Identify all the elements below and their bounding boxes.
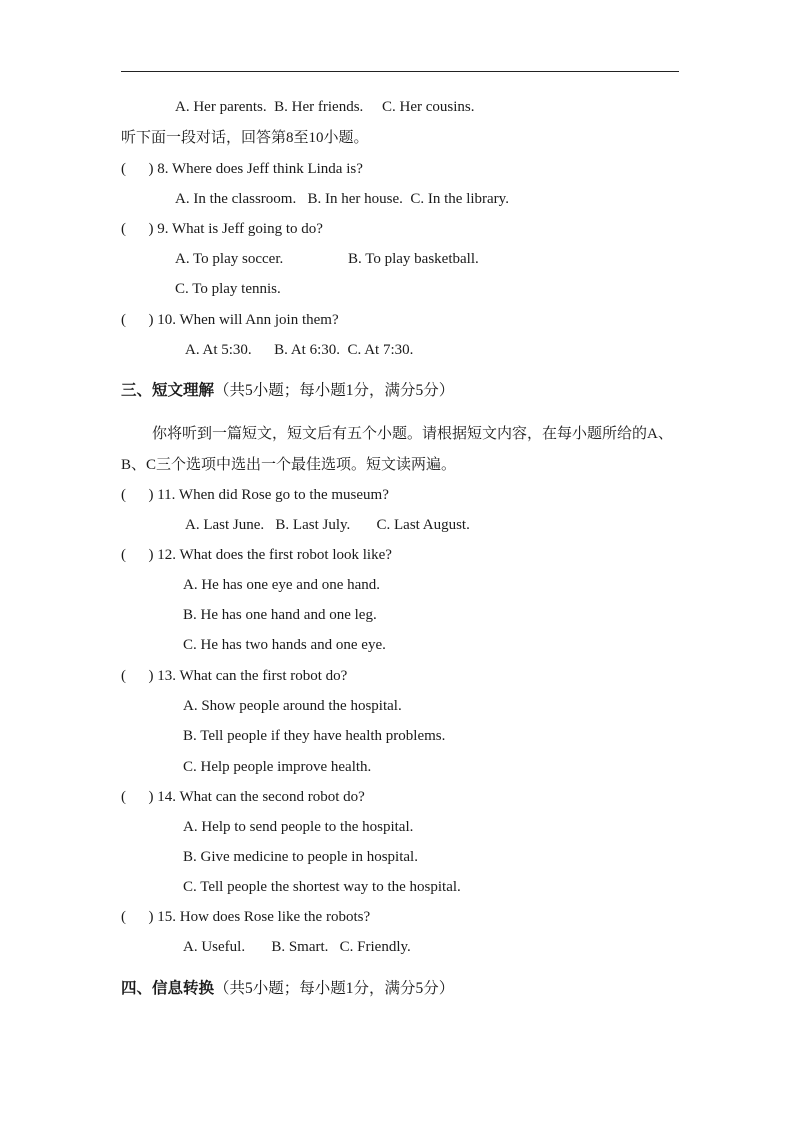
q10-options: A. At 5:30. B. At 6:30. C. At 7:30. <box>185 342 414 358</box>
header-rule <box>121 71 679 72</box>
q13-option-b: B. Tell people if they have health problems. <box>183 728 446 744</box>
q15-stem: ( ) 15. How does Rose like the robots? <box>121 909 371 925</box>
section3-title: 三、短文理解 <box>121 382 215 399</box>
q7-options: A. Her parents. B. Her friends. C. Her cousins. <box>175 99 475 115</box>
q12-option-a: A. He has one eye and one hand. <box>183 577 381 593</box>
q14-option-a: A. Help to send people to the hospital. <box>183 819 414 835</box>
q8-stem: ( ) 8. Where does Jeff think Linda is? <box>121 161 363 177</box>
q12-option-c: C. He has two hands and one eye. <box>183 637 386 653</box>
q14-option-c: C. Tell people the shortest way to the hospital. <box>183 879 461 895</box>
q12-stem: ( ) 12. What does the first robot look like? <box>121 547 392 563</box>
q11-options: A. Last June. B. Last July. C. Last August. <box>185 517 470 533</box>
q11-stem: ( ) 11. When did Rose go to the museum? <box>121 487 389 503</box>
q8-options: A. In the classroom. B. In her house. C. In the library. <box>175 191 509 207</box>
q14-stem: ( ) 14. What can the second robot do? <box>121 789 365 805</box>
q13-option-a: A. Show people around the hospital. <box>183 698 402 714</box>
q9-option-b: B. To play basketball. <box>348 251 479 267</box>
dialogue-intro: 听下面一段对话，回答第8至10小题。 <box>121 130 369 146</box>
section3-instruction-line2: B、C三个选项中选出一个最佳选项。短文读两遍。 <box>121 457 457 473</box>
q15-options: A. Useful. B. Smart. C. Friendly. <box>183 939 411 955</box>
section4-note: （共5小题；每小题1分，满分5分） <box>214 980 455 997</box>
q9-option-a: A. To play soccer. <box>175 251 284 267</box>
q9-option-c: C. To play tennis. <box>175 281 281 297</box>
q9-stem: ( ) 9. What is Jeff going to do? <box>121 221 323 237</box>
q10-stem: ( ) 10. When will Ann join them? <box>121 312 339 328</box>
q13-stem: ( ) 13. What can the first robot do? <box>121 668 348 684</box>
section3-note: （共5小题；每小题1分，满分5分） <box>214 382 455 399</box>
section4-title: 四、信息转换 <box>121 980 215 997</box>
section3-heading <box>121 382 454 400</box>
section4-heading <box>121 980 454 998</box>
q14-option-b: B. Give medicine to people in hospital. <box>183 849 418 865</box>
q12-option-b: B. He has one hand and one leg. <box>183 607 377 623</box>
q13-option-c: C. Help people improve health. <box>183 759 372 775</box>
section3-instruction-line1: 你将听到一篇短文，短文后有五个小题。请根据短文内容，在每小题所给的A、 <box>152 426 673 442</box>
